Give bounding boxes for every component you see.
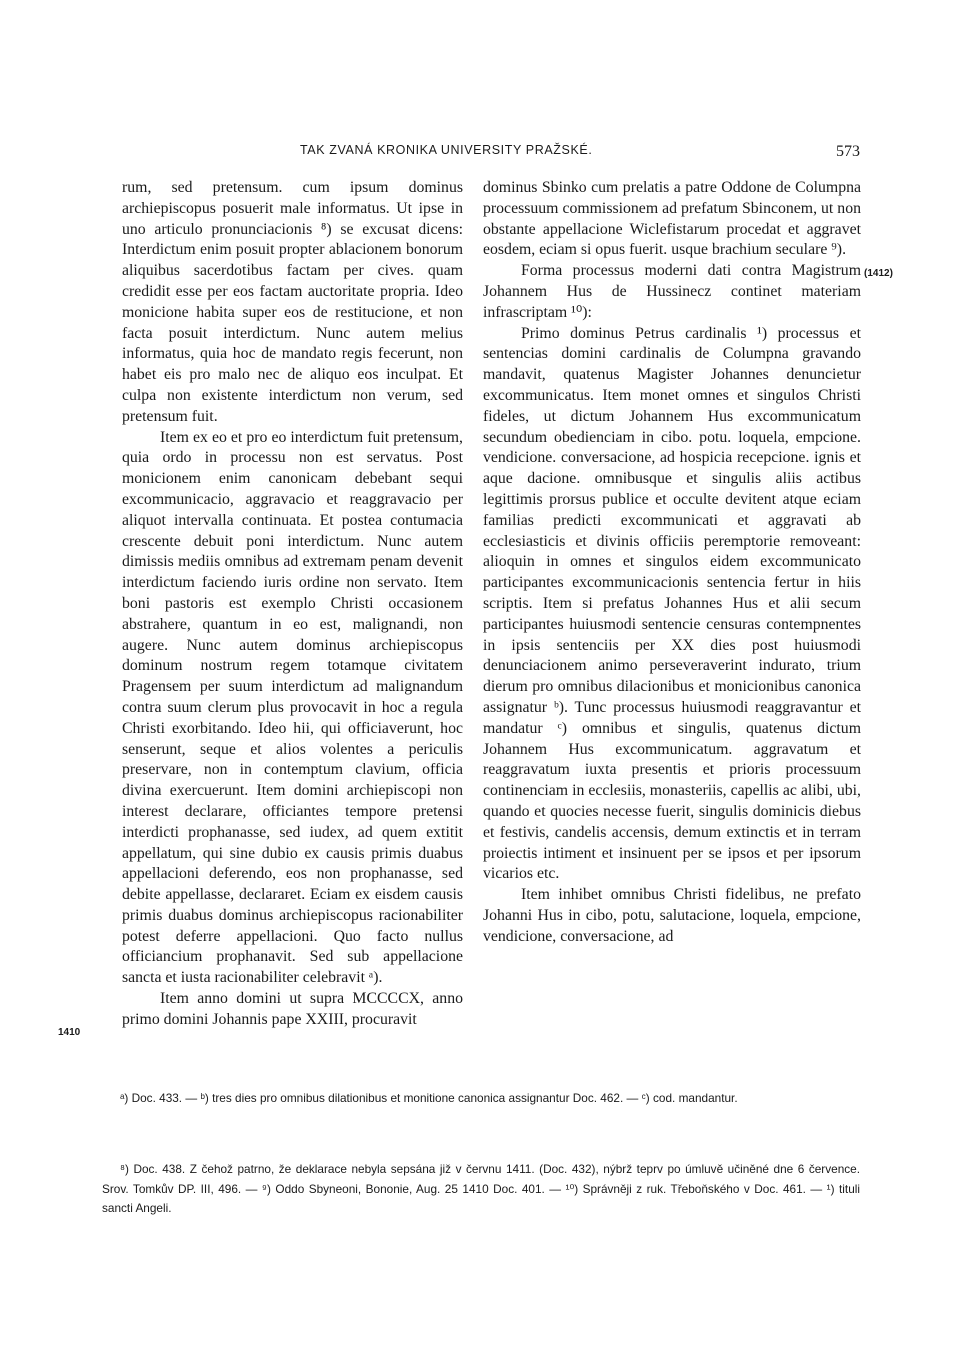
right-paragraph-2: Forma processus moderni dati contra Magistrum Johannem Hus de Hussinecz continet materiam infrascriptam ¹⁰): [483, 262, 861, 321]
footnote-numbers-text: ⁸) Doc. 438. Z čehož patrno, že deklarace nebyla sepsána již v červnu 1411. (Doc. 432), nýbrž teprv po úmluvě učiněné dne 6 července. Srov. Tomkův DP. III, 496. — ⁹) Oddo Sbyneoni, Bononie, Aug. 25 1410 Doc. 401. — ¹⁰) Správněji z ruk. Třeboňského v Doc. 461. — ¹) tituli sancti Angeli. [102, 1162, 860, 1215]
right-paragraph-1: dominus Sbinko cum prelatis a patre Oddone de Columpna processuum commissionem ad prefatum Sbinconem, ut non obstante appellacione Wiclefistarum procedat et aggravet eosdem, eciam si opus fuerit. usque brachium seculare ⁹). [483, 179, 861, 259]
footnote-letters-text: ᵃ) Doc. 433. — ᵇ) tres dies pro omnibus dilationibus et monitione canonica assignantur Doc. 462. — ᶜ) cod. mandantur. [120, 1091, 738, 1105]
footnotes-numbered [102, 1160, 860, 1219]
page-header [300, 143, 860, 167]
left-paragraph-2: Item ex eo et pro eo interdictum fuit pretensum, quia ordo in processu non est servatus. Post monicionem enim canonicam debebant sequi excommunicacio, aggravacio et reaggravacio per aliquot intervalla continuata. Et postea contumacia crescente debuit poni interdictum. Nunc autem dimissis mediis omnibus ad extremam penam devenit interdictum faciendo iuris ordine non servato. Item boni pastoris est exemplo Christi occasionem abstrahere, quantum in eo est, malignandi, non augere. Nunc autem dominus archiepiscopus dominum nostrum regem totamque civitatem Pragensem per suum interdictum ad malignandum contra suum clerum plus provocavit in hoc a regula Christi exorbitando. Ideo hii, qui officiaverunt, hoc senserunt, seque et alios volentes a periculis preservare, non in contemptum clavium, officia divina exercuerunt. Item domini archiepiscopi non interest declarare, officiantes tempore pretensi interdicti prophanasse, sed iudex, ad quem extitit appellatum, qui sine dubio ex causis primis duabus appellacioni deferendo, eos non prophanasse, sed debite appellasse, declararet. Eciam ex eisdem causis primis duabus dominus archiepiscopus racionabiliter potest deferre appellacioni. Quo facto nullus officiancium prophanavit. Sed sub appellacione sancta et iusta racionabiliter celebravit ᵃ). [122, 428, 463, 987]
right-column [483, 178, 861, 947]
right-paragraph-4: Item inhibet omnibus Christi fidelibus, ne prefato Johanni Hus in cibo, potu, salutacione, loquela, empcione, vendicione, conversacione, ad [483, 886, 861, 945]
running-title: TAK ZVANÁ KRONIKA UNIVERSITY PRAŽSKÉ. [300, 143, 593, 157]
margin-year-1410: 1410 [58, 1027, 81, 1038]
page-number: 573 [836, 143, 860, 160]
left-column [122, 178, 463, 1031]
left-paragraph-1: rum, sed pretensum. cum ipsum dominus archiepiscopus posuerit male informatus. Ut ipse in uno articulo pronunciacionis ⁸) se excusat dicens: Interdictum enim posuit propter ablacionem bonorum aliquibus sacerdotibus factam per cives. quam credidit esse per eos factam auctoritate propria. Ideo monicione habita super eos de restitucione, et non facta posuit interdictum. Nunc autem melius informatus, quia hoc de mandato regis fecerunt, non habet eis pro malo nec de aliquo eos inculpat. Et culpa non existente interdictum non verum, sed pretensum fuit. [122, 179, 463, 425]
footnotes-lettered [102, 1089, 860, 1109]
margin-year-1412: (1412) [864, 268, 893, 279]
right-paragraph-3: Primo dominus Petrus cardinalis ¹) processus et sentencias domini cardinalis de Columpna gravando mandavit, quatenus Magister Johannes denuncietur excommunicatus. Item monet omnes et singulos Christi fideles, ut dictum Johannem Hus excommunicatum secundum obedienciam in cibo. potu. loquela, empcione. vendicione. conversacione, ad hospicia recepcione. ignis et aque dacione. omnibusque et singulis aliis actibus legittimis prorsus publice et occulte devitent atque eciam familias predicti excommunicati et aggravati ab ecclesiasticis et divinis officiis peremptorie removeant: alioquin in omnes et singulos eidem excommunicato participantes excommunicacionis sentencia fertur in hiis scriptis. Item si prefatus Johannes Hus et alii secum participantes huiusmodi sentencie censuras contempnentes in ipsis sentenciis per XX dies post huiusmodi denunciacionem animo perseveraverint indurato, trium dierum pro omnibus dilacionibus et monicionibus canonica assignatur ᵇ). Tunc processus huiusmodi reaggravantur et mandatur ᶜ) omnibus et singulis, quatenus dictum Johannem Hus excommunicatum. aggravatum et reaggravatum iuxta presentis et prioris processuum continenciam in ecclesiis, monasteriis, capellis ac alibi, ubi, quando et quocies necesse fuerit, singulis dominicis diebus et festivis, candelis accensis, demum extinctis et in terram proiectis intiment et insinuent per se ipsos et per ipsorum vicarios etc. [483, 324, 861, 883]
left-paragraph-3: Item anno domini ut supra MCCCCX, anno primo domini Johannis pape XXIII, procuravit [122, 990, 463, 1028]
